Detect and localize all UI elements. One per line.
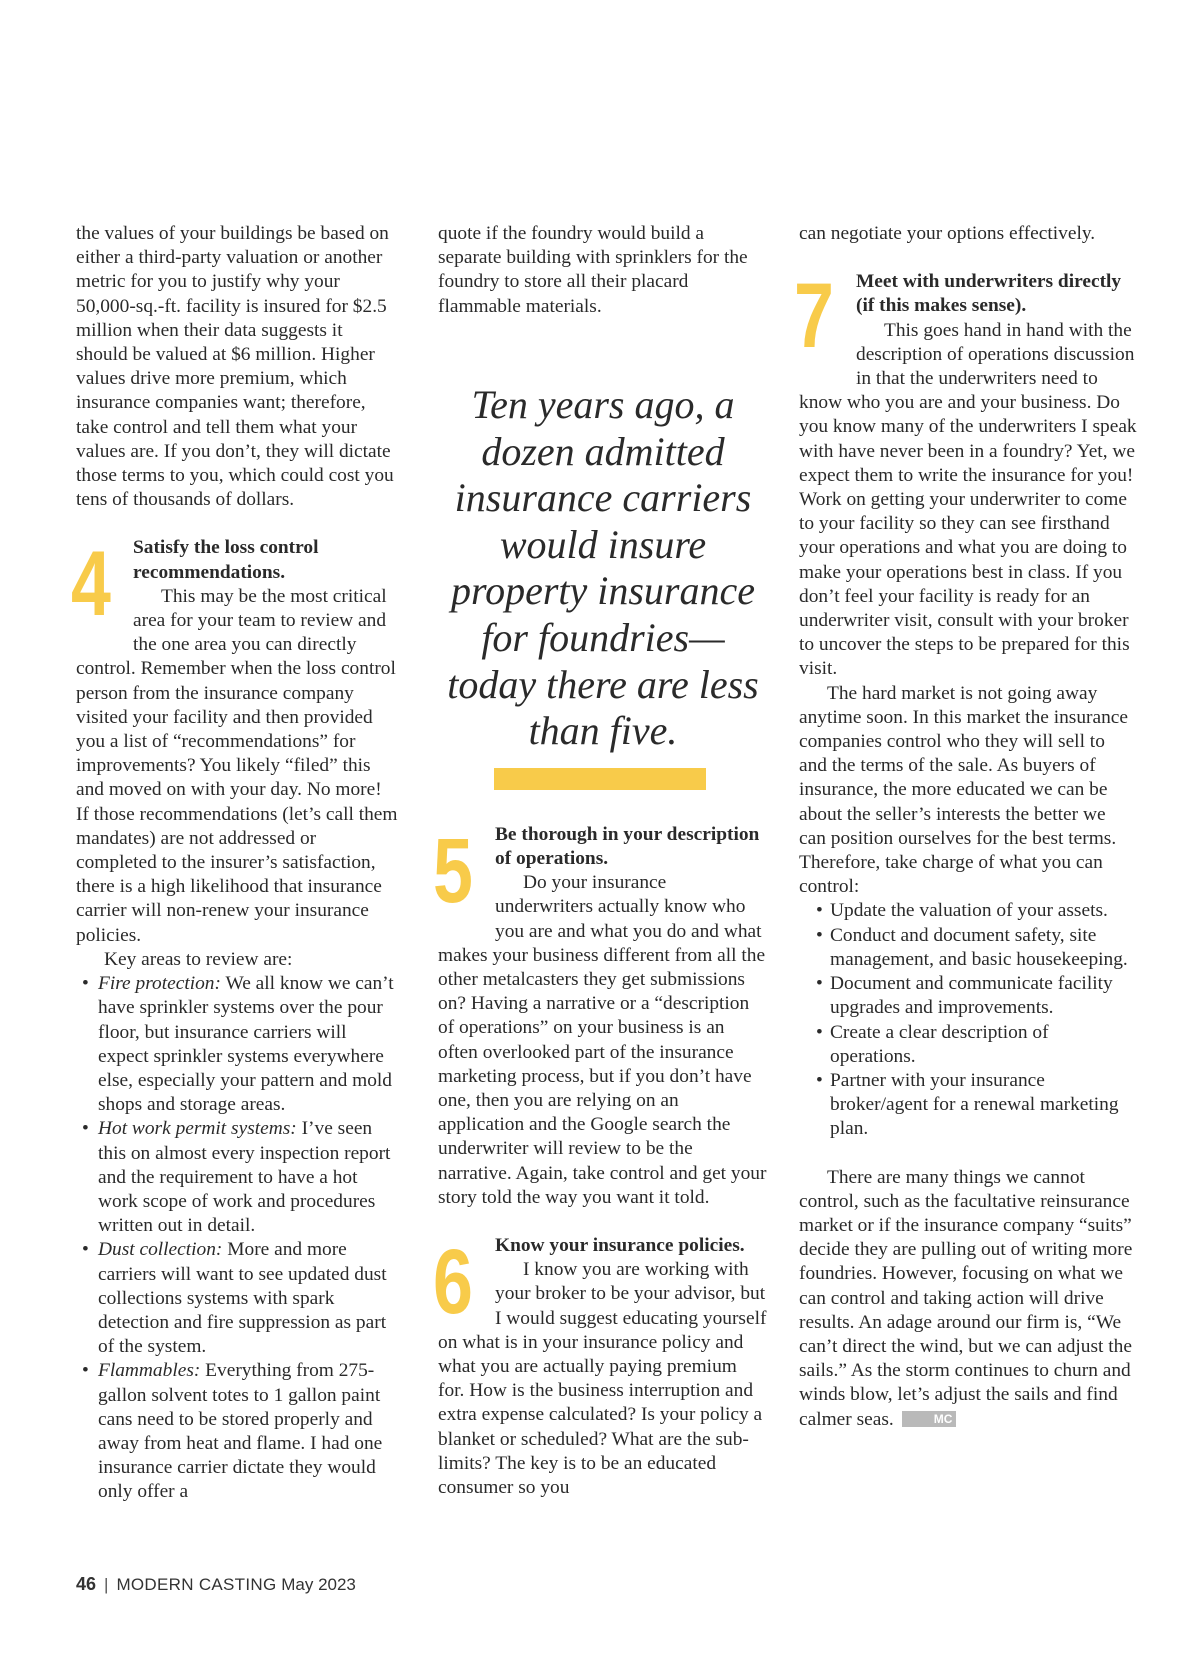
list-item — [76, 1238, 398, 1359]
section-5 — [433, 819, 768, 1210]
bullet-text: Everything from 275-gallon solvent totes to 1 gallon paint cans need to be stored properly and away from heat and flame. I had one insurance carrier dictate they would only offer a — [98, 1360, 383, 1503]
section-4-lead: This may be the most critical area for your team to review and the one area you can directly control. Remember when the loss control person from the insurance company visited your facility and then provided you a list of “recommendations” for improvements? You likely “filed” this and moved on with your day. No more! If those recommendations (let’s call them mandates) are not addressed or completed to the insurer’s satisfaction, there is a high likelihood that insurance carrier will non-renew your insurance policies. — [76, 585, 398, 946]
list-item — [76, 1117, 398, 1238]
control-list — [799, 899, 1137, 1141]
list-item — [76, 972, 398, 1117]
list-item: • Update the valuation of your assets. — [799, 899, 1137, 923]
pull-quote: Ten years ago, a dozen admitted insurance carriers would insure property insurance for foundries— today there are less than five. — [447, 382, 759, 754]
col3-intro-paragraph: can negotiate your options effectively. — [799, 223, 1096, 244]
pull-quote-bar — [494, 768, 706, 790]
section-5-number: 5 — [433, 819, 473, 922]
publication-name: MODERN CASTING — [116, 1575, 277, 1594]
section-4-heading: Satisfy the loss control recommendations. — [133, 537, 319, 583]
closing-paragraph — [799, 1166, 1137, 1432]
page-footer — [76, 1574, 356, 1595]
section-5-lead: Do your insurance underwriters actually know who you are and what you do and what makes your business different from all the other metalcasters they get submissions on? Having a narrative or a “description of operations” on your business is an often overlooked part of the insurance marketing process, but if you don’t have one, then you are relying on an application and the Google search the underwriter will review to be the narrative. Again, take control and get your story told the way you want it told. — [438, 872, 767, 1208]
list-item: • Conduct and document safety, site management, and basic housekeeping. — [799, 924, 1137, 972]
bullet-text: We all know we can’t have sprinkler systems over the pour floor, but insurance carriers will expect sprinkler systems everywhere else, especially your pattern and mold shops and storage areas. — [98, 973, 394, 1116]
bullet-lead: Flammables: — [98, 1360, 201, 1382]
page-number: 46 — [76, 1574, 97, 1594]
bullet-lead: Dust collection: — [98, 1239, 223, 1261]
section-7-paragraph-2: The hard market is not going away anytime soon. In this market the insurance companies control who they will sell to and the terms of the sale. As buyers of insurance, the more educated we can be about the seller’s interests the better we can position ourselves for the best terms. Therefore, take charge of what you can control: — [799, 682, 1129, 898]
section-6-lead: I know you are working with your broker to be your advisor, but I would suggest educating yourself on what is in your insurance policy and what you are actually paying premium for. How is the business interruption and extra expense calculated? Is your policy a blanket or scheduled? What are the sub-limits? The key is to be an educated consumer so you — [438, 1259, 767, 1499]
section-4 — [71, 533, 398, 947]
section-6 — [433, 1231, 768, 1500]
bullet-text: More and more carriers will want to see updated dust collections systems with spark detection and fire suppression as part of the system. — [98, 1239, 387, 1358]
list-item: • Partner with your insurance broker/agent for a renewal marketing plan. — [799, 1069, 1137, 1142]
section-7-heading: Meet with underwriters directly (if this makes sense). — [856, 271, 1122, 317]
column-3 — [794, 222, 1137, 1432]
list-item: • Create a clear description of operations. — [799, 1021, 1137, 1069]
bullet-text: I’ve seen this on almost every inspection report and the requirement to have a hot work scope of work and procedures written out in detail. — [98, 1118, 391, 1237]
section-6-number: 6 — [433, 1231, 473, 1334]
end-mark-logo: MC — [902, 1411, 957, 1427]
section-4-key-areas: Key areas to review are: — [104, 948, 293, 970]
key-areas-list — [76, 972, 398, 1504]
list-item: • Document and communicate facility upgrades and improvements. — [799, 972, 1137, 1020]
section-7-lead: This goes hand in hand with the description of operations discussion in that the underwriters need to know who you are and your business. Do you know many of the underwriters I speak with have never been in a foundry? Yet, we expect them to write the insurance for you! Work on getting your underwriter to come to your facility so they can see firsthand your operations and what you are doing to make your operations best in class. If you don’t feel your facility is ready for an underwriter visit, consult with your broker to uncover the steps to be prepared for this visit. — [799, 319, 1137, 680]
closing-text: There are many things we cannot control, such as the facultative reinsurance market or if the insurance company “suits” decide they are pulling out of writing more foundries. However, focusing on what we can control and taking action will drive results. An adage around our firm is, “We can’t direct the wind, but we can adjust the sails.” As the storm continues to churn and winds blow, let’s adjust the sails and find calmer seas. — [799, 1166, 1133, 1430]
section-7 — [794, 265, 1137, 681]
col1-intro-paragraph: the values of your buildings be based on either a third-party valuation or another metric for you to justify why your 50,000-sq.-ft. facility is insured for $2.5 million when their data suggests it should be valued at $6 million. Higher values drive more premium, which insurance companies want; therefore, take control and tell them what your values are. If you don’t, they will dictate those terms to you, which could cost you tens of thousands of dollars. — [76, 223, 394, 511]
col2-intro-paragraph: quote if the foundry would build a separate building with sprinklers for the foundry to store all their placard flammable materials. — [438, 223, 748, 317]
issue-date: May 2023 — [281, 1575, 356, 1594]
bullet-lead: Fire protection: — [98, 973, 221, 995]
section-4-number: 4 — [71, 533, 111, 636]
section-6-heading: Know your insurance policies. — [495, 1235, 745, 1257]
list-item — [76, 1359, 398, 1504]
bullet-lead: Hot work permit systems: — [98, 1118, 297, 1140]
section-5-heading: Be thorough in your description of operations. — [495, 823, 760, 870]
footer-separator: | — [104, 1575, 109, 1594]
section-7-number: 7 — [794, 265, 834, 368]
column-1 — [71, 222, 398, 1505]
